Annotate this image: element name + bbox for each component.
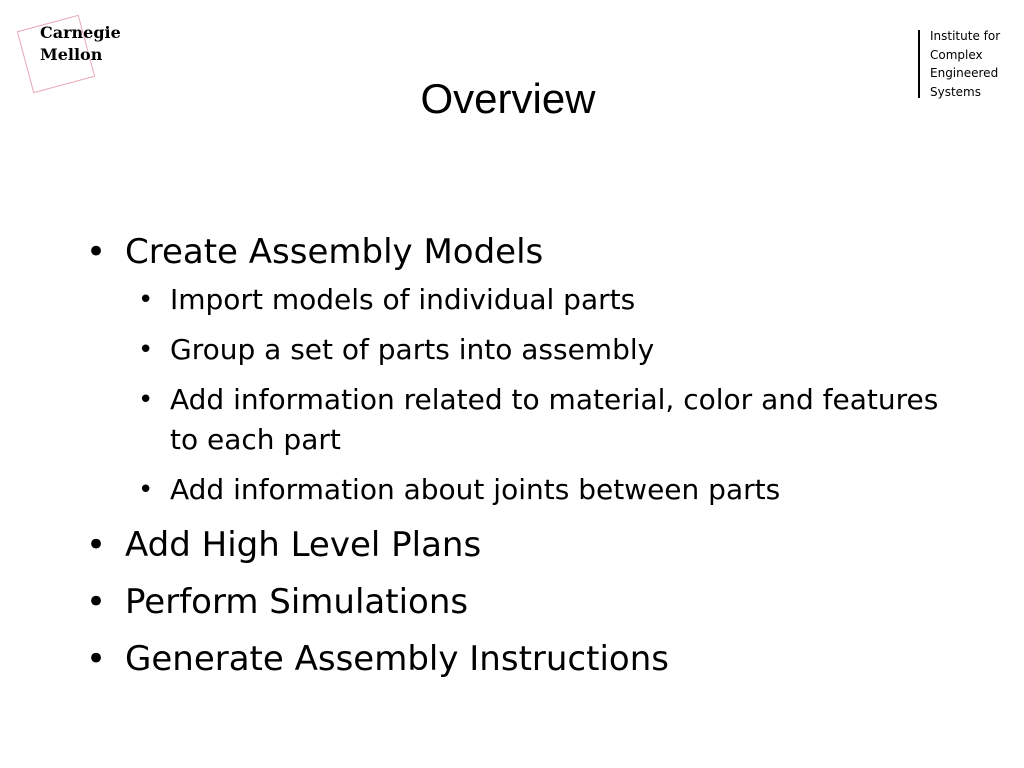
bullet-item xyxy=(86,230,946,510)
bullet-item xyxy=(86,523,946,567)
bullet-marker: • xyxy=(86,582,107,622)
sub-bullet-item xyxy=(125,330,946,370)
sub-bullet-marker: • xyxy=(138,285,154,315)
bullet-text: Perform Simulations xyxy=(125,582,469,622)
bullet-list xyxy=(86,230,946,681)
sub-bullet-list xyxy=(125,280,946,510)
ices-logo-line-3: Engineered xyxy=(930,66,999,80)
cmu-logo-line-2: Mellon xyxy=(40,45,103,64)
sub-bullet-text: Add information related to material, color and features to each part xyxy=(170,383,939,456)
ices-logo-line-2: Complex xyxy=(930,47,983,62)
bullet-marker: • xyxy=(86,639,107,679)
ices-logo-line-1: Institute for xyxy=(930,29,1001,43)
sub-bullet-item xyxy=(125,470,946,510)
bullet-marker: • xyxy=(86,525,107,565)
bullet-item xyxy=(86,637,946,681)
cmu-logo-text xyxy=(40,22,121,66)
slide-title: Overview xyxy=(420,75,596,122)
ices-logo-line-4: Systems xyxy=(930,84,981,99)
sub-bullet-text: Group a set of parts into assembly xyxy=(170,333,655,366)
sub-bullet-marker: • xyxy=(138,385,154,415)
sub-bullet-item xyxy=(125,280,946,320)
bullet-text: Create Assembly Models xyxy=(125,232,544,272)
bullet-text: Generate Assembly Instructions xyxy=(125,639,669,679)
sub-bullet-marker: • xyxy=(138,475,154,505)
bullet-marker: • xyxy=(86,232,107,272)
bullet-item xyxy=(86,580,946,624)
sub-bullet-marker: • xyxy=(138,335,154,365)
bullet-text: Add High Level Plans xyxy=(125,525,482,565)
sub-bullet-item xyxy=(125,380,946,460)
sub-bullet-text: Import models of individual parts xyxy=(170,283,636,316)
sub-bullet-text: Add information about joints between parts xyxy=(170,473,781,506)
cmu-logo-line-1: Carnegie xyxy=(40,23,121,42)
